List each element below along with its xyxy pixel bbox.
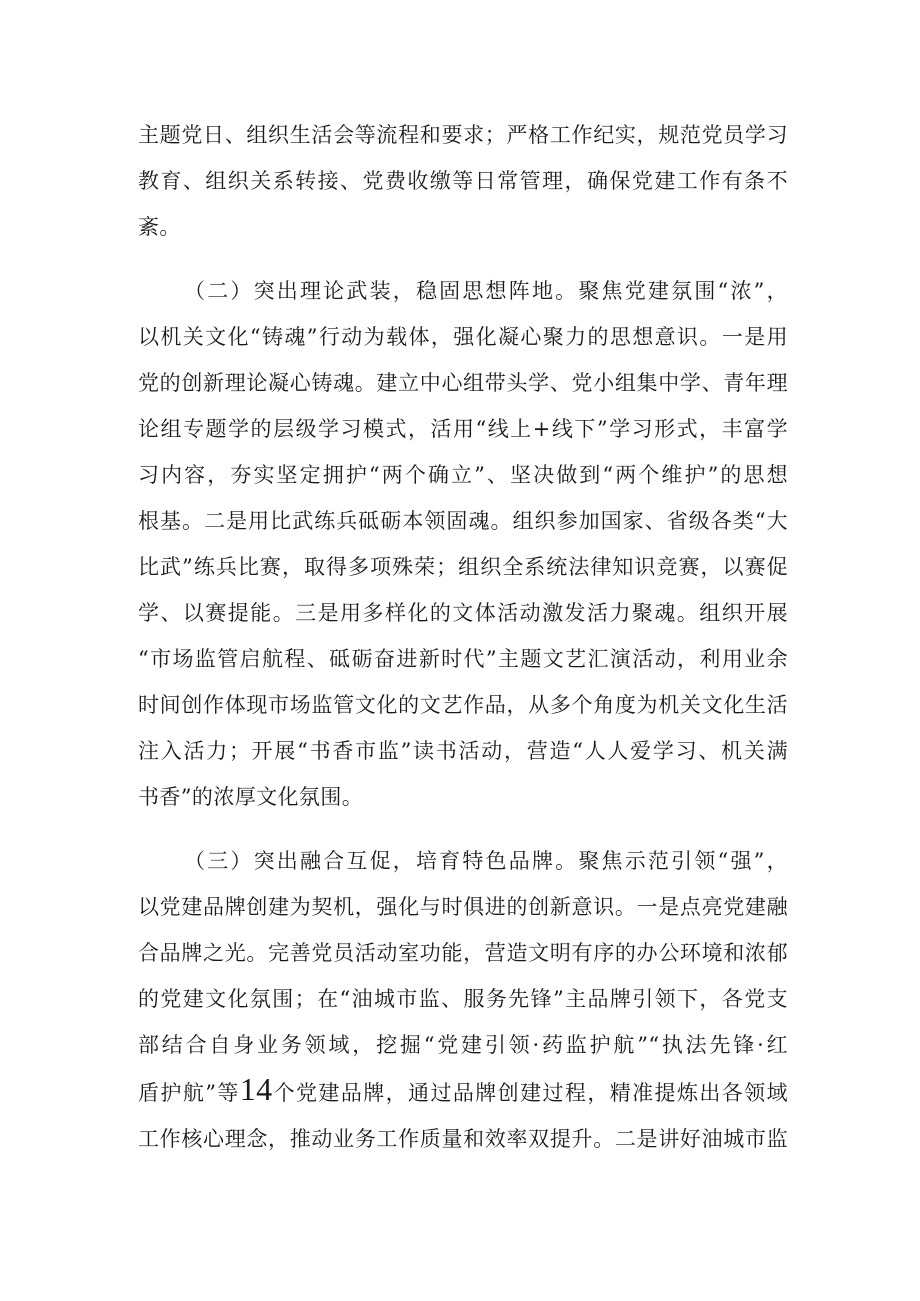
paragraph-2-line-10: 时间创作体现市场监管文化的文艺作品，从多个角度为机关文化生活 [138,693,788,717]
paragraph-1-line-1: 主题党日、组织生活会等流程和要求；严格工作纪实，规范党员学习 [138,123,788,147]
paragraph-1-line-3: 紊。 [138,215,181,239]
paragraph-2-line-1: （二）突出理论武装，稳固思想阵地。聚焦党建氛围“浓”， [184,279,788,303]
paragraph-2-line-6: 根基。二是用比武练兵砥砺本领固魂。组织参加国家、省级各类“大 [138,509,788,533]
paragraph-2-line-7: 比武”练兵比赛，取得多项殊荣；组织全系统法律知识竞赛，以赛促 [138,555,788,579]
paragraph-3-line-2: 以党建品牌创建为契机，强化与时俱进的创新意识。一是点亮党建融 [138,895,788,919]
paragraph-2-line-9: “市场监管启航程、砥砺奋进新时代”主题文艺汇演活动，利用业余 [138,647,788,671]
paragraph-2-line-5: 习内容，夯实坚定拥护“两个确立”、坚决做到“两个维护”的思想 [138,463,788,487]
paragraph-3-line-3: 合品牌之光。完善党员活动室功能，营造文明有序的办公环境和浓郁 [138,941,788,965]
brand-count-number: 14 [239,1071,273,1107]
paragraph-3-line-6-after: 个党建品牌，通过品牌创建过程，精准提炼出各领域 [272,1081,788,1105]
paragraph-2-line-4: 论组专题学的层级学习模式，活用“线上+线下”学习形式，丰富学 [138,417,788,441]
paragraph-2-line-8: 学、以赛提能。三是用多样化的文体活动激发活力聚魂。组织开展 [138,601,788,625]
paragraph-3-line-1: （三）突出融合互促，培育特色品牌。聚焦示范引领“强”， [184,849,788,873]
paragraph-3-line-4: 的党建文化氛围；在“油城市监、服务先锋”主品牌引领下，各党支 [138,987,788,1011]
paragraph-2-line-11: 注入活力；开展“书香市监”读书活动，营造“人人爱学习、机关满 [138,739,788,763]
paragraph-3-line-5: 部结合自身业务领域，挖掘“党建引领·药监护航”“执法先锋·红 [138,1033,788,1057]
paragraph-3-line-6-before: 盾护航”等 [138,1081,240,1105]
paragraph-3-line-6 [138,1071,788,1110]
paragraph-2-line-2: 以机关文化“铸魂”行动为载体，强化凝心聚力的思想意识。一是用 [138,325,788,349]
paragraph-1-line-2: 教育、组织关系转接、党费收缴等日常管理，确保党建工作有条不 [138,169,788,193]
paragraph-3-line-7: 工作核心理念，推动业务工作质量和效率双提升。二是讲好油城市监 [138,1127,788,1151]
paragraph-2-line-3: 党的创新理论凝心铸魂。建立中心组带头学、党小组集中学、青年理 [138,371,788,395]
paragraph-2-line-12: 书香”的浓厚文化氛围。 [138,785,364,809]
